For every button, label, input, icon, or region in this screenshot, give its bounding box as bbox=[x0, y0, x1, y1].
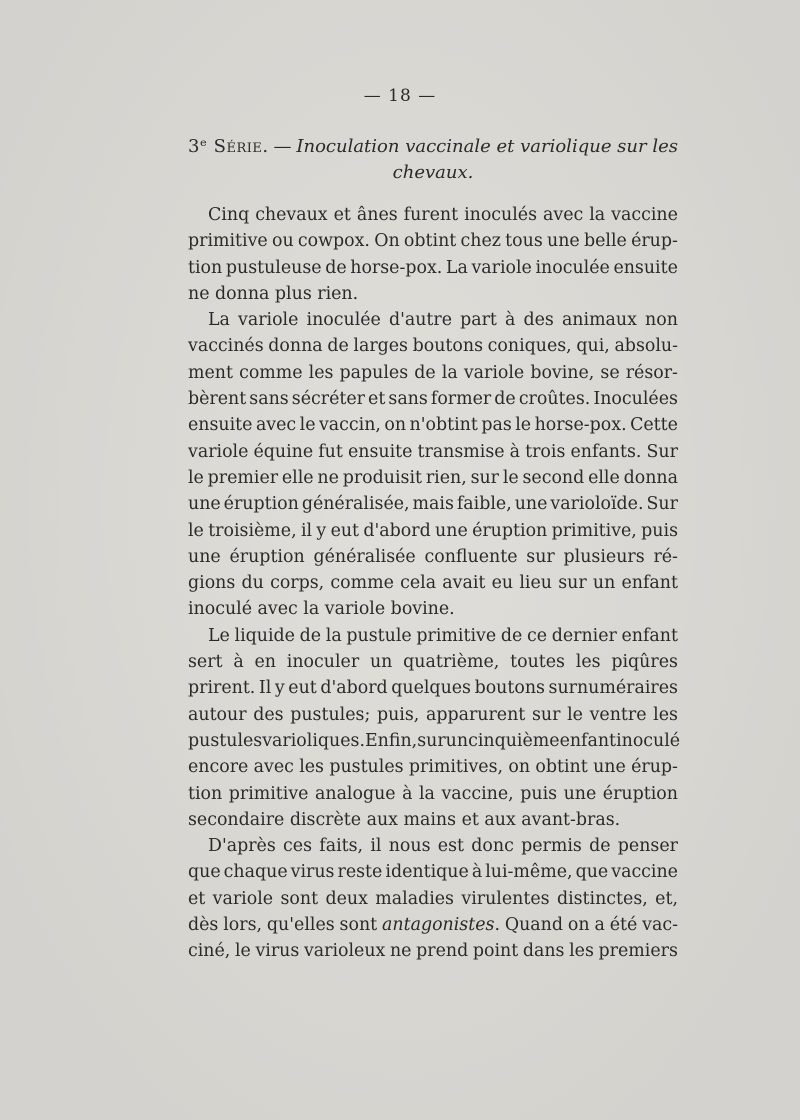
text-line: une éruption généralisée confluente sur plusieurs ré- bbox=[188, 546, 678, 567]
text-line: La variole inoculée d'autre part à des animaux non bbox=[208, 310, 678, 331]
text-line: vaccinés donna de larges boutons coniques, qui, absolu- bbox=[188, 336, 678, 357]
text-line: gions du corps, comme cela avait eu lieu sur un enfant bbox=[188, 573, 678, 594]
section-heading bbox=[188, 134, 678, 186]
text-line: autour des pustules; puis, apparurent sur le ventre les bbox=[188, 704, 678, 725]
heading-dash: — bbox=[273, 136, 292, 157]
text-line: tion pustuleuse de horse-pox. La variole inoculée ensuite bbox=[188, 257, 678, 278]
text-line: tion primitive analogue à la vaccine, puis une éruption bbox=[188, 783, 678, 804]
text-line: dès lors, qu'elles sont antagonistes. Quand on a été vac- bbox=[188, 915, 678, 936]
heading-title-continued: chevaux. bbox=[392, 162, 474, 183]
text-line: le troisième, il y eut d'abord une éruption primitive, puis bbox=[188, 520, 678, 541]
text-line: variole équine fut ensuite transmise à trois enfants. Sur bbox=[188, 441, 678, 462]
text-line: prirent. Il y eut d'abord quelques boutons surnuméraires bbox=[188, 678, 678, 699]
text-line: D'après ces faits, il nous est donc permis de penser bbox=[208, 836, 678, 857]
text-line: Le liquide de la pustule primitive de ce dernier enfant bbox=[208, 625, 678, 646]
text-line: ne donna plus rien. bbox=[188, 283, 359, 304]
text-line: sert à en inoculer un quatrième, toutes les piqûres bbox=[188, 652, 678, 673]
text-line: secondaire discrète aux mains et aux avant-bras. bbox=[188, 809, 621, 830]
heading-title: Inoculation vaccinale et variolique sur les bbox=[296, 136, 678, 157]
body-text bbox=[188, 202, 681, 965]
text-line: primitive ou cowpox. On obtint chez tous une belle érup- bbox=[188, 231, 678, 252]
text-line: le premier elle ne produisit rien, sur le second elle donna bbox=[188, 467, 678, 488]
text-line: ensuite avec le vaccin, on n'obtint pas le horse-pox. Cette bbox=[188, 415, 678, 436]
text-line: bèrent sans sécréter et sans former de croûtes. Inoculées bbox=[188, 389, 678, 410]
text-line: inoculé avec la variole bovine. bbox=[188, 599, 455, 620]
series-label: 3ᵉ Série. bbox=[188, 136, 269, 157]
text-line: une éruption généralisée, mais faible, une varioloïde. Sur bbox=[188, 494, 678, 515]
text-line: ciné, le virus varioleux ne prend point dans les premiers bbox=[188, 941, 678, 962]
text-line: et variole sont deux maladies virulentes distinctes, et, bbox=[188, 888, 678, 909]
text-line: encore avec les pustules primitives, on obtint une érup- bbox=[188, 757, 678, 778]
text-line: ment comme les papules de la variole bovine, se résor- bbox=[188, 362, 678, 383]
page-number: — 18 — bbox=[363, 86, 437, 106]
text-line: Cinq chevaux et ânes furent inoculés avec la vaccine bbox=[208, 205, 678, 225]
text-line: que chaque virus reste identique à lui-même, que vaccine bbox=[188, 862, 678, 883]
heading-line-1 bbox=[188, 134, 678, 160]
text-line: pustules varioliques. Enfin, sur un cinquième enfant inoculé bbox=[188, 730, 681, 751]
